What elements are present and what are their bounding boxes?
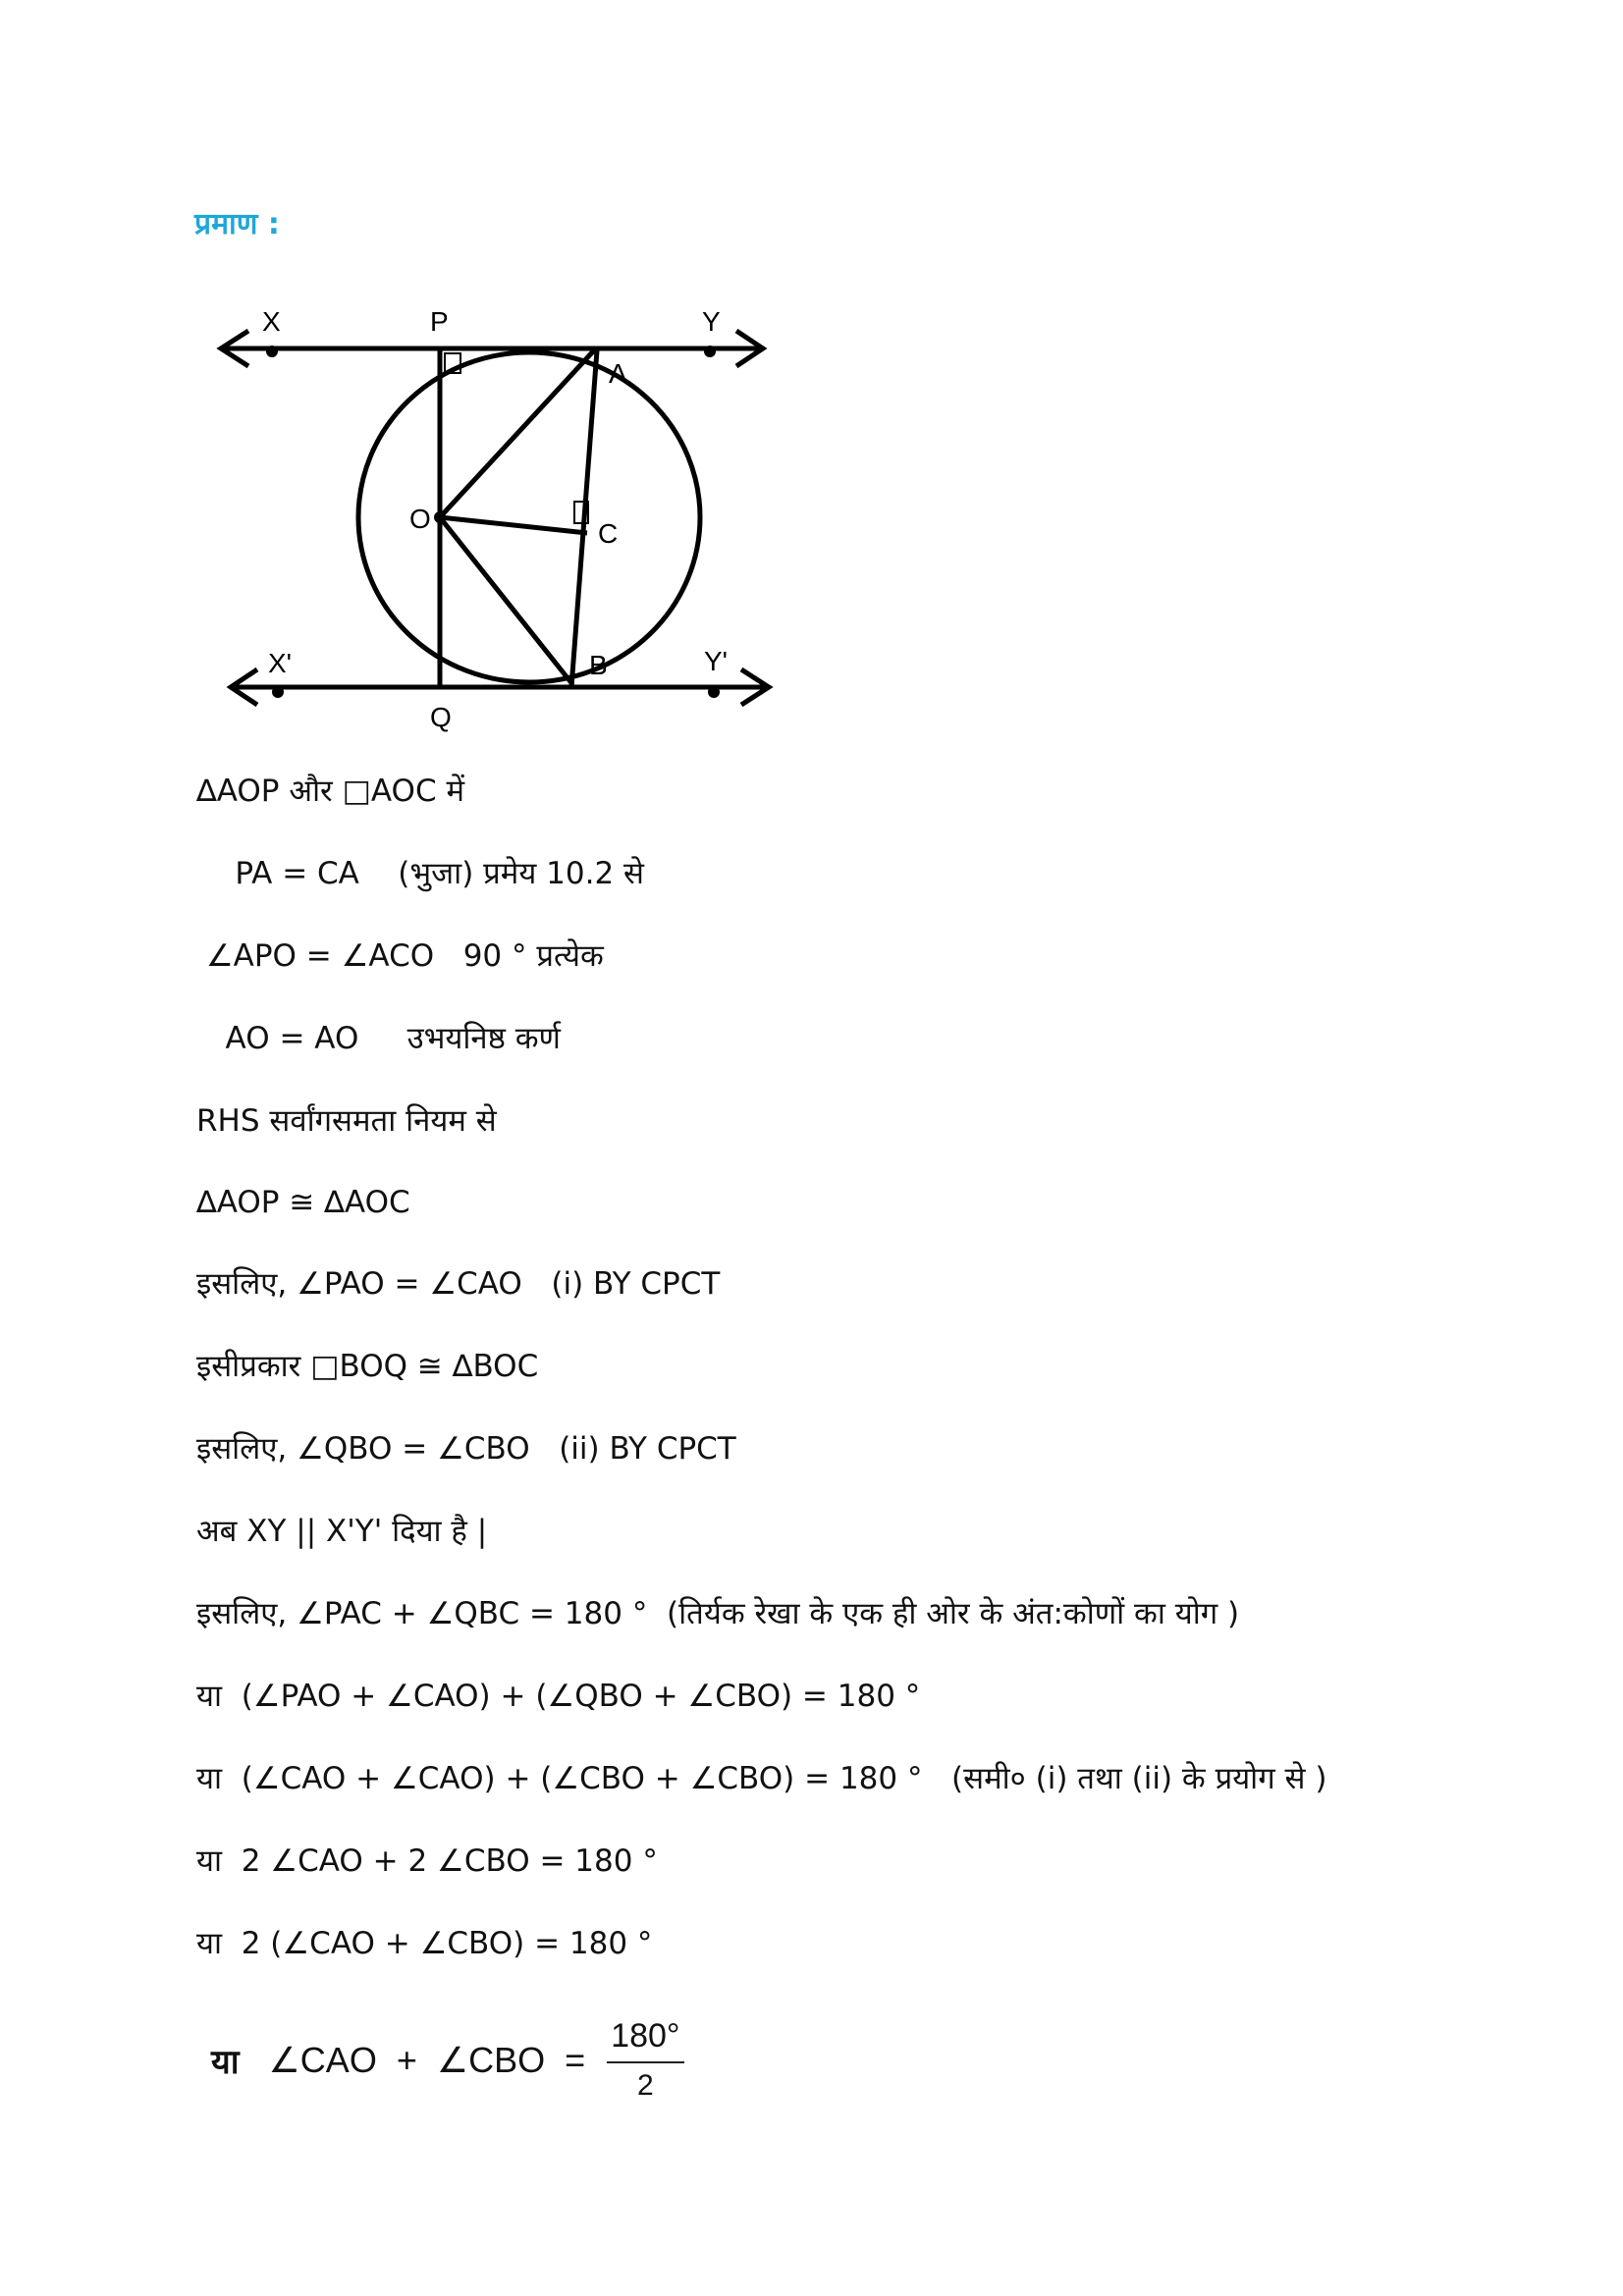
fraction-denominator: 2 — [636, 2069, 654, 2102]
proof-line-13: या (∠CAO + ∠CAO) + (∠CBO + ∠CBO) = 180 ° (समी० (i) तथा (ii) के प्रयोग से ) — [196, 1761, 1327, 1796]
proof-line-8: इसीप्रकार □BOQ ≅ ∆BOC — [196, 1349, 539, 1384]
proof-line-1: ∆AOP और □AOC में — [196, 774, 464, 809]
label-q: Q — [430, 702, 452, 732]
fraction — [607, 2017, 683, 2103]
proof-line-12: या (∠PAO + ∠CAO) + (∠QBO + ∠CBO) = 180 ° — [196, 1679, 921, 1714]
proof-line-15: या 2 (∠CAO + ∠CBO) = 180 ° — [196, 1926, 653, 1961]
label-y-prime: Y' — [704, 646, 729, 676]
proof-line-2: PA = CA (भुजा) प्रमेय 10.2 से — [196, 856, 644, 891]
label-b: B — [589, 650, 608, 680]
proof-line-14: या 2 ∠CAO + 2 ∠CBO = 180 ° — [196, 1843, 658, 1879]
proof-line-9: इसलिए, ∠QBO = ∠CBO (ii) BY CPCT — [196, 1431, 736, 1467]
label-o: O — [409, 504, 431, 534]
geometry-diagram — [201, 290, 790, 741]
label-c: C — [598, 518, 619, 549]
proof-heading: प्रमाण : — [194, 207, 280, 241]
proof-line-4: AO = AO उभयनिष्ठ कर्ण — [196, 1021, 561, 1056]
label-y: Y — [702, 306, 721, 337]
final-prefix: या — [211, 2042, 240, 2082]
label-x: X — [262, 306, 281, 337]
proof-line-3: ∠APO = ∠ACO 90 ° प्रत्येक — [196, 938, 604, 974]
fraction-numerator: 180° — [607, 2017, 683, 2063]
label-a: A — [609, 358, 627, 389]
label-x-prime: X' — [268, 648, 293, 678]
label-p: P — [430, 306, 449, 337]
proof-line-10: अब XY || X'Y' दिया है | — [196, 1514, 488, 1549]
proof-line-7: इसलिए, ∠PAO = ∠CAO (i) BY CPCT — [196, 1266, 721, 1302]
final-lhs: ∠CAO + ∠CBO = — [268, 2039, 586, 2080]
proof-line-6: ∆AOP ≅ ∆AOC — [196, 1185, 410, 1220]
proof-line-11: इसलिए, ∠PAC + ∠QBC = 180 ° (तिर्यक रेखा के एक ही ओर के अंत:कोणों का योग ) — [196, 1596, 1240, 1631]
proof-line-5: RHS सर्वांगसमता नियम से — [196, 1103, 497, 1139]
final-equation — [211, 2017, 684, 2103]
